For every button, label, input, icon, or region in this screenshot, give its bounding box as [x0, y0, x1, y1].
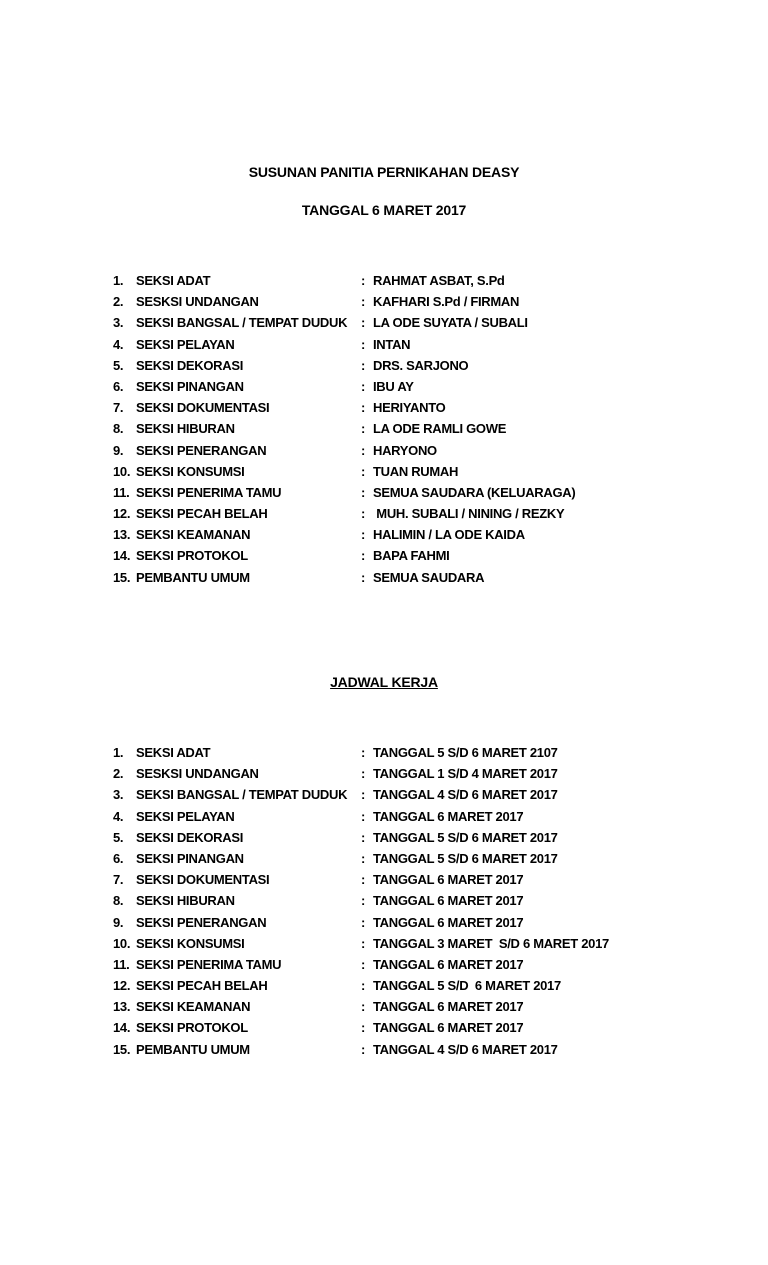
- schedule-date: TANGGAL 6 MARET 2017: [373, 872, 524, 888]
- section-name: SEKSI PENERIMA TAMU: [136, 484, 282, 500]
- list-item: [113, 527, 673, 548]
- list-item: [113, 893, 673, 914]
- schedule-date: TANGGAL 5 S/D 6 MARET 2017: [373, 829, 558, 845]
- section-name: SEKSI DOKUMENTASI: [136, 872, 270, 888]
- person-name: LA ODE RAMLI GOWE: [373, 421, 507, 437]
- item-number: 8.: [113, 893, 124, 909]
- schedule-date: TANGGAL 4 S/D 6 MARET 2017: [373, 1041, 558, 1057]
- separator: :: [361, 357, 366, 373]
- section-name: SEKSI DOKUMENTASI: [136, 400, 270, 416]
- person-name: DRS. SARJONO: [373, 357, 469, 373]
- list-item: [113, 400, 673, 421]
- separator: :: [361, 893, 366, 909]
- list-item: [113, 548, 673, 569]
- section-name: SEKSI KONSUMSI: [136, 935, 245, 951]
- section-name: SEKSI ADAT: [136, 745, 211, 760]
- list-item: [113, 315, 673, 336]
- item-number: 6.: [113, 850, 124, 866]
- separator: :: [361, 378, 366, 394]
- list-item: [113, 570, 673, 591]
- list-item: [113, 1042, 673, 1063]
- schedule-list: [113, 745, 673, 1063]
- person-name: HERIYANTO: [373, 400, 446, 416]
- schedule-date: TANGGAL 5 S/D 6 MARET 2107: [373, 745, 558, 760]
- separator: :: [361, 484, 366, 500]
- item-number: 13.: [113, 999, 131, 1015]
- separator: :: [361, 442, 366, 458]
- item-number: 10.: [113, 935, 131, 951]
- section-name: SEKSI KEAMANAN: [136, 999, 251, 1015]
- section-name: SEKSI PINANGAN: [136, 850, 244, 866]
- item-number: 12.: [113, 506, 131, 522]
- person-name: INTAN: [373, 336, 411, 352]
- section-name: SEKSI PINANGAN: [136, 378, 244, 394]
- item-number: 1.: [113, 273, 124, 288]
- section-name: SEKSI ADAT: [136, 273, 211, 288]
- separator: :: [361, 463, 366, 479]
- schedule-date: TANGGAL 6 MARET 2017: [373, 914, 524, 930]
- item-number: 10.: [113, 463, 131, 479]
- section-name: SEKSI PROTOKOL: [136, 1020, 248, 1036]
- separator: :: [361, 506, 366, 522]
- list-item: [113, 379, 673, 400]
- person-name: HALIMIN / LA ODE KAIDA: [373, 527, 525, 543]
- section-name: SEKSI PENERANGAN: [136, 914, 267, 930]
- separator: :: [361, 745, 366, 760]
- person-name: MUH. SUBALI / NINING / REZKY: [373, 506, 565, 522]
- person-name: HARYONO: [373, 442, 437, 458]
- separator: :: [361, 956, 366, 972]
- separator: :: [361, 1020, 366, 1036]
- list-item: [113, 936, 673, 957]
- section-name: SESKSI UNDANGAN: [136, 294, 259, 310]
- section-name: SEKSI PECAH BELAH: [136, 978, 268, 994]
- separator: :: [361, 315, 366, 331]
- item-number: 3.: [113, 315, 124, 331]
- item-number: 13.: [113, 527, 131, 543]
- person-name: SEMUA SAUDARA (KELUARAGA): [373, 484, 576, 500]
- section-name: SEKSI PROTOKOL: [136, 548, 248, 564]
- separator: :: [361, 294, 366, 310]
- section-name: SEKSI DEKORASI: [136, 357, 244, 373]
- item-number: 14.: [113, 1020, 131, 1036]
- item-number: 3.: [113, 787, 124, 803]
- section-name: SEKSI KEAMANAN: [136, 527, 251, 543]
- item-number: 2.: [113, 766, 124, 782]
- schedule-title: JADWAL KERJA: [330, 674, 438, 690]
- person-name: BAPA FAHMI: [373, 548, 450, 564]
- separator: :: [361, 999, 366, 1015]
- schedule-date: TANGGAL 5 S/D 6 MARET 2017: [373, 850, 558, 866]
- item-number: 4.: [113, 336, 124, 352]
- separator: :: [361, 1041, 366, 1057]
- schedule-date: TANGGAL 6 MARET 2017: [373, 808, 524, 824]
- separator: :: [361, 273, 366, 288]
- item-number: 7.: [113, 872, 124, 888]
- list-item: [113, 978, 673, 999]
- separator: :: [361, 978, 366, 994]
- list-item: [113, 1020, 673, 1041]
- section-name: SEKSI PENERIMA TAMU: [136, 956, 282, 972]
- item-number: 14.: [113, 548, 131, 564]
- section-name: SESKSI UNDANGAN: [136, 766, 259, 782]
- separator: :: [361, 935, 366, 951]
- separator: :: [361, 808, 366, 824]
- person-name: IBU AY: [373, 378, 414, 394]
- schedule-date: TANGGAL 4 S/D 6 MARET 2017: [373, 787, 558, 803]
- separator: :: [361, 872, 366, 888]
- separator: :: [361, 400, 366, 416]
- section-name: SEKSI PELAYAN: [136, 808, 235, 824]
- item-number: 1.: [113, 745, 124, 760]
- item-number: 15.: [113, 569, 131, 585]
- person-name: RAHMAT ASBAT, S.Pd: [373, 273, 505, 288]
- list-item: [113, 485, 673, 506]
- item-number: 12.: [113, 978, 131, 994]
- separator: :: [361, 829, 366, 845]
- list-item: [113, 337, 673, 358]
- separator: :: [361, 787, 366, 803]
- person-name: KAFHARI S.Pd / FIRMAN: [373, 294, 520, 310]
- person-name: SEMUA SAUDARA: [373, 569, 485, 585]
- schedule-date: TANGGAL 6 MARET 2017: [373, 999, 524, 1015]
- section-name: SEKSI DEKORASI: [136, 829, 244, 845]
- separator: :: [361, 421, 366, 437]
- item-number: 4.: [113, 808, 124, 824]
- list-item: [113, 443, 673, 464]
- list-item: [113, 957, 673, 978]
- list-item: [113, 421, 673, 442]
- item-number: 6.: [113, 378, 124, 394]
- schedule-date: TANGGAL 6 MARET 2017: [373, 1020, 524, 1036]
- item-number: 2.: [113, 294, 124, 310]
- section-name: SEKSI PENERANGAN: [136, 442, 267, 458]
- separator: :: [361, 766, 366, 782]
- schedule-date: TANGGAL 5 S/D 6 MARET 2017: [373, 978, 561, 994]
- list-item: [113, 851, 673, 872]
- item-number: 7.: [113, 400, 124, 416]
- item-number: 15.: [113, 1041, 131, 1057]
- list-item: [113, 506, 673, 527]
- schedule-date: TANGGAL 3 MARET S/D 6 MARET 2017: [373, 935, 609, 951]
- committee-list: [113, 273, 673, 591]
- item-number: 9.: [113, 914, 124, 930]
- list-item: [113, 745, 673, 766]
- item-number: 9.: [113, 442, 124, 458]
- list-item: [113, 358, 673, 379]
- schedule-date: TANGGAL 6 MARET 2017: [373, 893, 524, 909]
- section-name: SEKSI PECAH BELAH: [136, 506, 268, 522]
- separator: :: [361, 569, 366, 585]
- list-item: [113, 999, 673, 1020]
- list-item: [113, 294, 673, 315]
- item-number: 11.: [113, 956, 130, 972]
- section-name: SEKSI BANGSAL / TEMPAT DUDUK: [136, 787, 348, 803]
- item-number: 5.: [113, 357, 124, 373]
- separator: :: [361, 548, 366, 564]
- list-item: [113, 809, 673, 830]
- section-name: SEKSI BANGSAL / TEMPAT DUDUK: [136, 315, 348, 331]
- separator: :: [361, 336, 366, 352]
- person-name: TUAN RUMAH: [373, 463, 459, 479]
- separator: :: [361, 527, 366, 543]
- list-item: [113, 787, 673, 808]
- document-date: TANGGAL 6 MARET 2017: [301, 202, 467, 218]
- person-name: LA ODE SUYATA / SUBALI: [373, 315, 528, 331]
- list-item: [113, 464, 673, 485]
- section-name: PEMBANTU UMUM: [136, 569, 250, 585]
- section-name: SEKSI HIBURAN: [136, 421, 235, 437]
- item-number: 8.: [113, 421, 124, 437]
- list-item: [113, 766, 673, 787]
- separator: :: [361, 850, 366, 866]
- list-item: [113, 872, 673, 893]
- section-name: SEKSI HIBURAN: [136, 893, 235, 909]
- separator: :: [361, 914, 366, 930]
- section-name: PEMBANTU UMUM: [136, 1041, 250, 1057]
- list-item: [113, 273, 673, 294]
- item-number: 11.: [113, 484, 130, 500]
- schedule-date: TANGGAL 6 MARET 2017: [373, 956, 524, 972]
- list-item: [113, 830, 673, 851]
- item-number: 5.: [113, 829, 124, 845]
- schedule-date: TANGGAL 1 S/D 4 MARET 2017: [373, 766, 558, 782]
- section-name: SEKSI KONSUMSI: [136, 463, 245, 479]
- section-name: SEKSI PELAYAN: [136, 336, 235, 352]
- document-title: SUSUNAN PANITIA PERNIKAHAN DEASY: [248, 164, 520, 180]
- list-item: [113, 915, 673, 936]
